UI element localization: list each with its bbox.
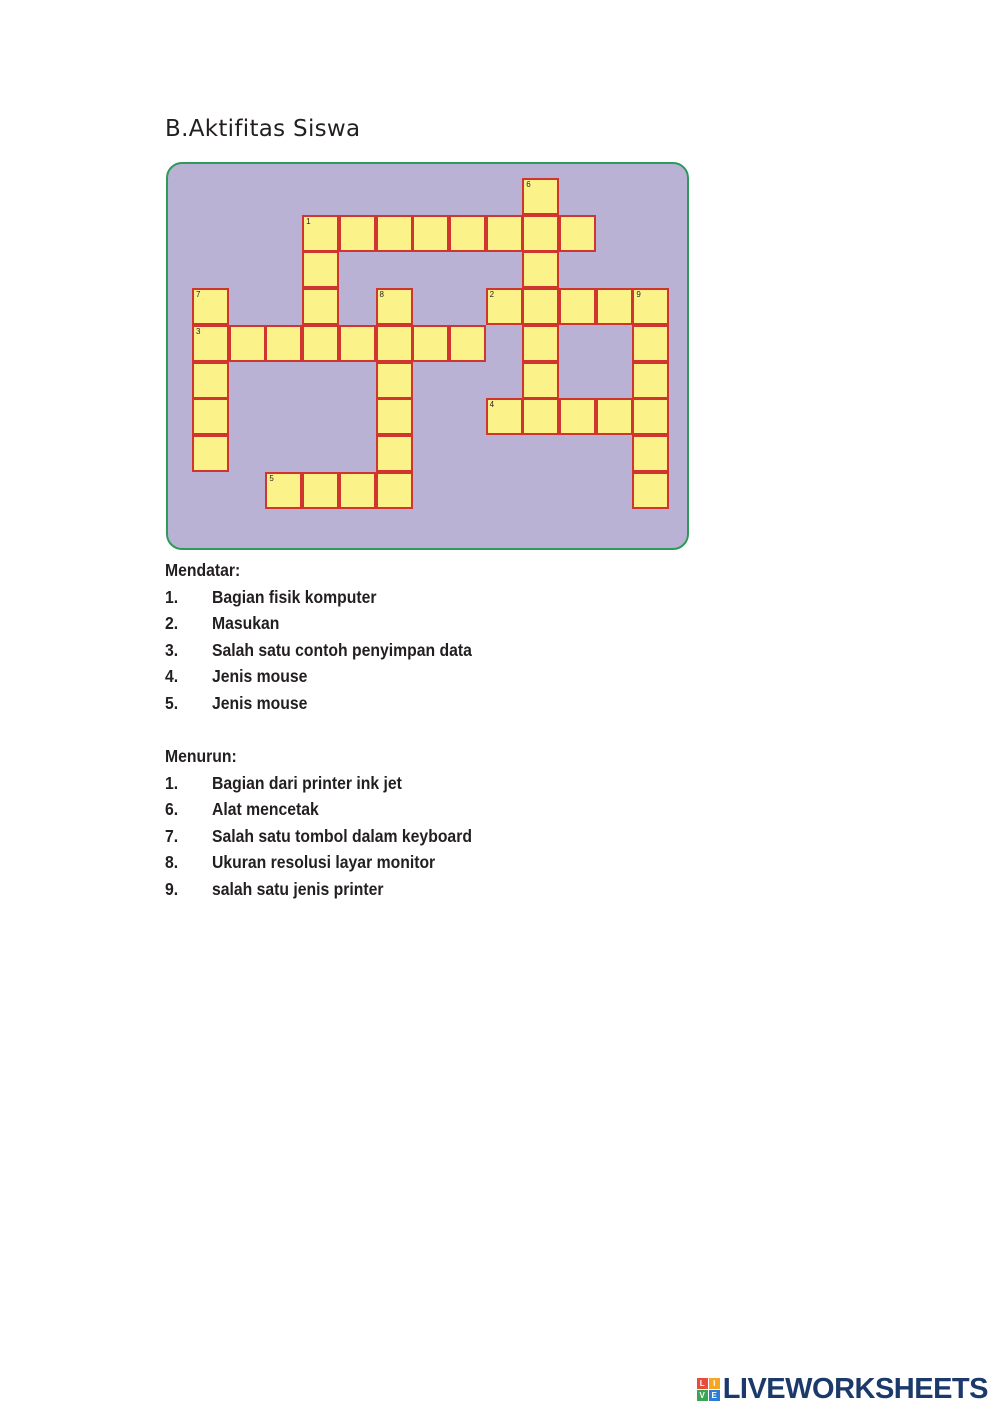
- crossword-cell[interactable]: [376, 398, 413, 435]
- cell-number: 9: [636, 290, 641, 300]
- down-list: [165, 772, 472, 906]
- cell-number: 1: [306, 216, 311, 226]
- liveworksheets-logo-icon: [697, 1378, 720, 1401]
- clue-text: Salah satu contoh penyimpan data: [212, 639, 472, 660]
- clue-text: Ukuran resolusi layar monitor: [212, 852, 436, 872]
- crossword-cell[interactable]: [522, 215, 559, 252]
- clue-text: Alat mencetak: [212, 799, 319, 819]
- clue-item: [165, 666, 308, 693]
- logo-square: L: [697, 1378, 708, 1389]
- liveworksheets-brand: [697, 1373, 988, 1406]
- clue-number: 7.: [165, 825, 179, 846]
- clue-number: 5.: [165, 692, 179, 713]
- crossword-cell[interactable]: [522, 178, 559, 215]
- crossword-cell[interactable]: [522, 325, 559, 362]
- across-list: [165, 586, 472, 720]
- crossword-cell[interactable]: [522, 251, 559, 288]
- clue-number: 8.: [165, 852, 179, 872]
- crossword-cell[interactable]: [449, 215, 486, 252]
- clue-item: [165, 852, 436, 879]
- crossword-cell[interactable]: [559, 398, 596, 435]
- crossword-cell[interactable]: [302, 472, 339, 509]
- clue-number: 6.: [165, 799, 179, 819]
- crossword-cell[interactable]: [632, 472, 669, 509]
- crossword-cell[interactable]: [596, 398, 633, 435]
- crossword-cell[interactable]: [632, 325, 669, 362]
- clue-item: [165, 639, 472, 667]
- clue-item: [165, 586, 377, 614]
- crossword-cell[interactable]: [412, 325, 449, 362]
- crossword-cell[interactable]: [449, 325, 486, 362]
- crossword-cell[interactable]: [339, 472, 376, 509]
- logo-square: I: [709, 1378, 720, 1389]
- crossword-cell[interactable]: [522, 398, 559, 435]
- crossword-cell[interactable]: [486, 288, 523, 325]
- crossword-cell[interactable]: [376, 362, 413, 399]
- crossword-cell[interactable]: [265, 472, 302, 509]
- crossword-cell[interactable]: [376, 215, 413, 252]
- crossword-cell[interactable]: [339, 325, 376, 362]
- crossword-cell[interactable]: [412, 215, 449, 252]
- logo-square: E: [709, 1390, 720, 1401]
- crossword-cell[interactable]: [302, 325, 339, 362]
- crossword-cell[interactable]: [632, 362, 669, 399]
- crossword-cell[interactable]: [632, 398, 669, 435]
- crossword-cell[interactable]: [559, 288, 596, 325]
- crossword-cell[interactable]: [376, 325, 413, 362]
- clue-item: [165, 878, 384, 906]
- crossword-cell[interactable]: [376, 435, 413, 472]
- clue-item: [165, 692, 308, 720]
- clue-number: 1.: [165, 586, 179, 607]
- across-heading: Mendatar:: [165, 560, 241, 580]
- crossword-cell[interactable]: [192, 325, 229, 362]
- crossword-cell[interactable]: [339, 215, 376, 252]
- clue-number: 1.: [165, 772, 179, 793]
- crossword-cell[interactable]: [192, 362, 229, 399]
- crossword-cell[interactable]: [302, 215, 339, 252]
- clue-text: Jenis mouse: [212, 666, 308, 686]
- cell-number: 4: [489, 400, 495, 410]
- down-heading: Menurun:: [165, 746, 237, 766]
- cell-number: 8: [379, 290, 384, 300]
- crossword-cell[interactable]: [376, 472, 413, 509]
- across-clues: [165, 560, 472, 719]
- clue-text: salah satu jenis printer: [212, 878, 384, 899]
- crossword-cell[interactable]: [486, 398, 523, 435]
- clue-number: 9.: [165, 878, 179, 899]
- crossword-cell[interactable]: [302, 251, 339, 288]
- crossword-cell[interactable]: [302, 288, 339, 325]
- cell-number: 5: [269, 473, 274, 483]
- clue-text: Jenis mouse: [212, 692, 308, 713]
- clue-text: Masukan: [212, 613, 280, 633]
- section-title: B.Aktifitas Siswa: [165, 116, 361, 142]
- cell-number: 7: [196, 290, 201, 300]
- crossword-cell[interactable]: [486, 215, 523, 252]
- crossword-cell[interactable]: [192, 435, 229, 472]
- crossword-cell[interactable]: [376, 288, 413, 325]
- clue-number: 4.: [165, 666, 179, 686]
- cell-number: 2: [489, 290, 495, 300]
- brand-name: LIVEWORKSHEETS: [722, 1373, 988, 1405]
- clue-text: Bagian fisik komputer: [212, 586, 377, 607]
- crossword-cell[interactable]: [192, 288, 229, 325]
- crossword-cell[interactable]: [522, 362, 559, 399]
- clue-number: 3.: [165, 639, 179, 660]
- clue-text: Bagian dari printer ink jet: [212, 772, 402, 793]
- crossword-cell[interactable]: [192, 398, 229, 435]
- clue-text: Salah satu tombol dalam keyboard: [212, 825, 472, 846]
- crossword-cell[interactable]: [265, 325, 302, 362]
- clue-item: [165, 799, 319, 826]
- crossword-cell[interactable]: [229, 325, 266, 362]
- clue-number: 2.: [165, 613, 179, 633]
- cell-number: 3: [196, 326, 201, 336]
- clue-item: [165, 772, 402, 800]
- crossword-cell[interactable]: [632, 435, 669, 472]
- down-clues: [165, 746, 472, 905]
- logo-square: V: [697, 1390, 708, 1401]
- crossword-cell[interactable]: [596, 288, 633, 325]
- crossword-panel: [166, 162, 689, 550]
- crossword-cell[interactable]: [522, 288, 559, 325]
- clue-item: [165, 613, 280, 640]
- crossword-cell[interactable]: [632, 288, 669, 325]
- cell-number: 6: [526, 180, 531, 189]
- clue-item: [165, 825, 472, 853]
- crossword-cell[interactable]: [559, 215, 596, 252]
